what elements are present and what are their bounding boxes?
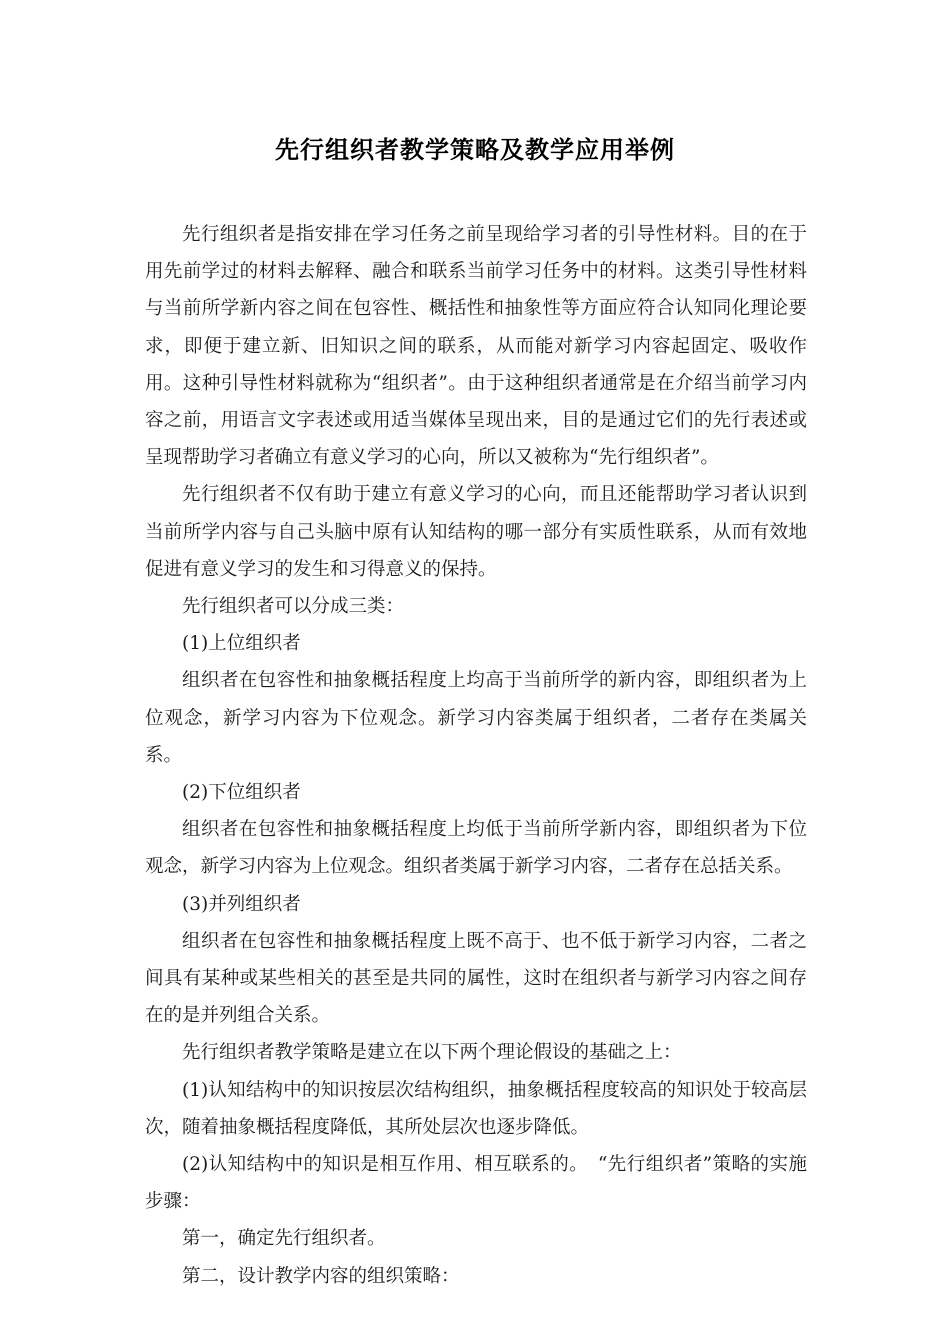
paragraph-step-2: 第二，设计教学内容的组织策略： (182, 1265, 460, 1287)
paragraph-benefits: 先行组织者不仅有助于建立有意义学习的心向，而且还能帮助学习者认识到当前所学内容与自己头脑中原有认知结构的哪一部分有实质性联系，从而有效地促进有意义学习的发生和习得意义的保持。 (145, 484, 807, 580)
paragraph-superordinate-organizer: 组织者在包容性和抽象概括程度上均高于当前所学的新内容，即组织者为上位观念，新学习内容为下位观念。新学习内容类属于组织者，二者存在类属关系。 (145, 670, 807, 766)
paragraph-subordinate-organizer: 组织者在包容性和抽象概括程度上均低于当前所学新内容，即组织者为下位观念，新学习内容为上位观念。组织者类属于新学习内容，二者存在总括关系。 (145, 819, 807, 878)
paragraph-assumption-2: (2)认知结构中的知识是相互作用、相互联系的。 “先行组织者”策略的实施步骤： (145, 1154, 807, 1213)
paragraph-three-types: 先行组织者可以分成三类： (182, 596, 405, 618)
document-title: 先行组织者教学策略及教学应用举例 (275, 136, 675, 164)
paragraph-definition: 先行组织者是指安排在学习任务之前呈现给学习者的引导性材料。目的在于用先前学过的材料去解释、融合和联系当前学习任务中的材料。这类引导性材料与当前所学新内容之间在包容性、概括性和抽象性等方面应符合认知同化理论要求，即便于建立新、旧知识之间的联系，从而能对新学习内容起固定、吸收作用。这种引导性材料就称为“组织者”。由于这种组织者通常是在介绍当前学习内容之前，用语言文字表述或用适当媒体呈现出来，目的是通过它们的先行表述或呈现帮助学习者确立有意义学习的心向，所以又被称为“先行组织者”。 (145, 224, 807, 469)
document-body (145, 216, 807, 1295)
paragraph-assumptions-intro: 先行组织者教学策略是建立在以下两个理论假设的基础之上： (182, 1042, 682, 1064)
paragraph-parallel-organizer: 组织者在包容性和抽象概括程度上既不高于、也不低于新学习内容，二者之间具有某种或某些相关的甚至是共同的属性，这时在组织者与新学习内容之间存在的是并列组合关系。 (145, 930, 807, 1027)
heading-parallel-organizer: (3)并列组织者 (182, 893, 301, 915)
heading-subordinate-organizer: (2)下位组织者 (182, 782, 301, 804)
paragraph-assumption-1: (1)认知结构中的知识按层次结构组织，抽象概括程度较高的知识处于较高层次，随着抽象概括程度降低，其所处层次也逐步降低。 (145, 1079, 807, 1138)
paragraph-step-1: 第一，确定先行组织者。 (182, 1228, 386, 1250)
heading-superordinate-organizer: (1)上位组织者 (182, 633, 301, 655)
